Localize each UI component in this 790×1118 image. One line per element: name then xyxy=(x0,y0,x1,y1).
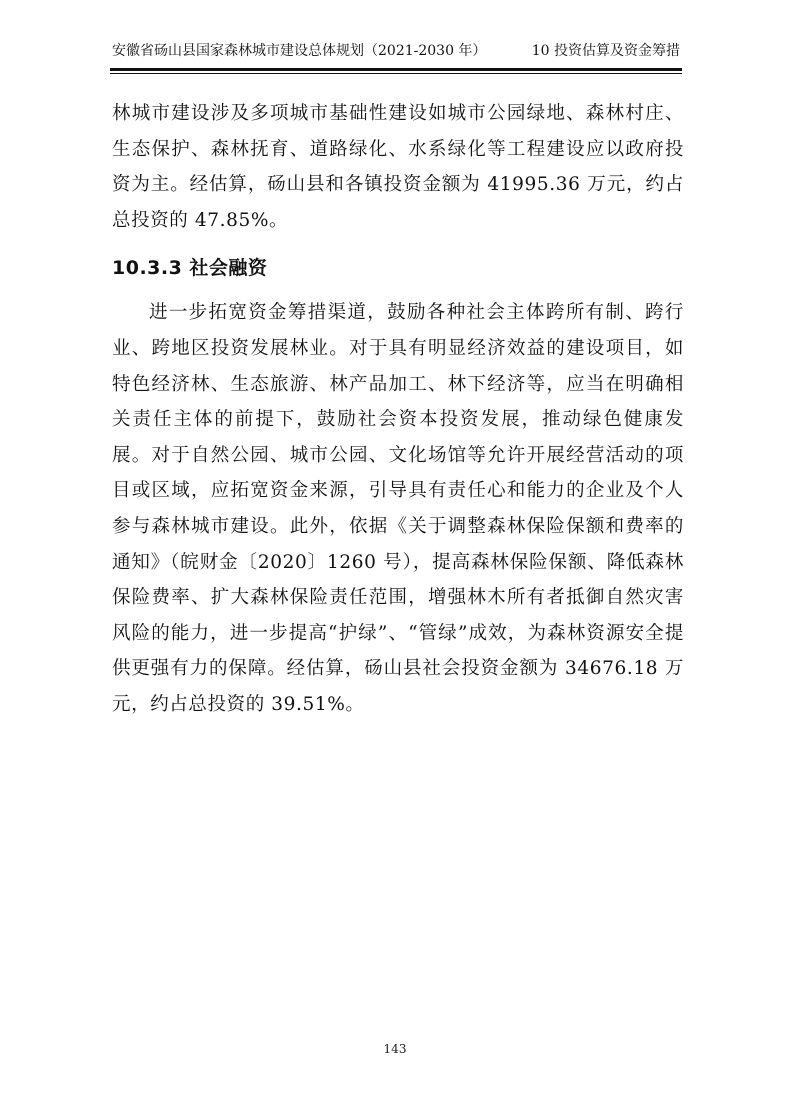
header-rule-thin xyxy=(110,73,682,74)
header-rule-thick xyxy=(110,68,682,71)
page-number: 143 xyxy=(383,1042,407,1056)
body-paragraph-continued: 林城市建设涉及多项城市基础性建设如城市公园绿地、森林村庄、生态保护、森林抚育、道路绿化、水系绿化等工程建设应以政府投资为主。经估算，砀山县和各镇投资金额为 41995.36 万元，约占总投资的 47.85%。 xyxy=(112,103,684,231)
page-body xyxy=(112,96,684,723)
body-paragraph-social-financing: 进一步拓宽资金筹措渠道，鼓励各种社会主体跨所有制、跨行业、跨地区投资发展林业。对于具有明显经济效益的建设项目，如特色经济林、生态旅游、林产品加工、林下经济等，应当在明确相关责任主体的前提下，鼓励社会资本投资发展，推动绿色健康发展。对于自然公园、城市公园、文化场馆等允许开展经营活动的项目或区域，应拓宽资金来源，引导具有责任心和能力的企业及个人参与森林城市建设。此外，依据《关于调整森林保险保额和费率的通知》（皖财金〔2020〕1260 号），提高森林保险保额、降低森林保险费率、扩大森林保险责任范围，增强林木所有者抵御自然灾害风险的能力，进一步提高“护绿”、“管绿”成效，为森林资源安全提供更强有力的保障。经估算，砀山县社会投资金额为 34676.18 万元，约占总投资的 39.51%。 xyxy=(112,302,684,715)
header-document-title: 安徽省砀山县国家森林城市建设总体规划（2021-2030 年） xyxy=(112,43,487,59)
section-heading: 10.3.3 社会融资 xyxy=(112,257,268,280)
page-header xyxy=(112,36,680,66)
header-chapter-title: 10 投资估算及资金筹措 xyxy=(531,43,680,59)
